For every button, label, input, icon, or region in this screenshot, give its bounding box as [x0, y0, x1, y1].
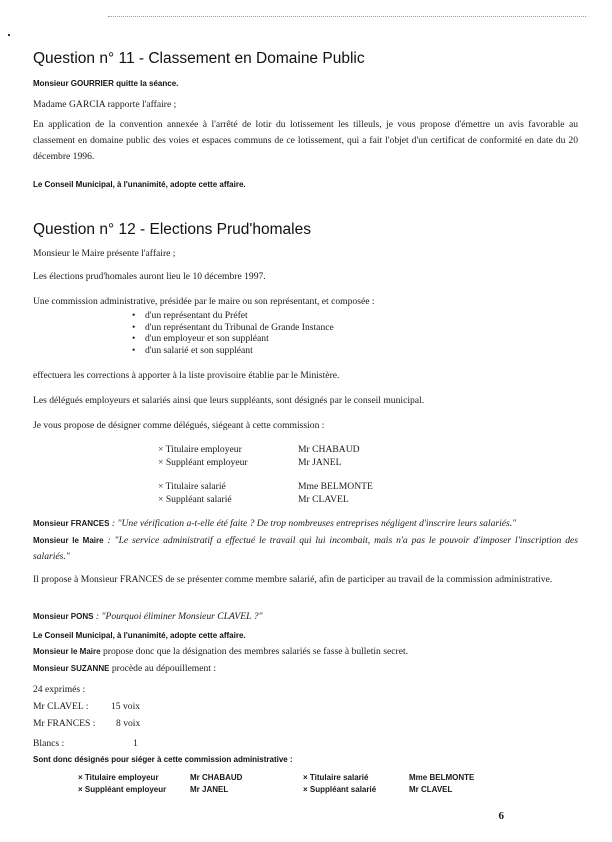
final-name: Mr CHABAUD: [190, 773, 243, 782]
final-heading: Sont donc désignés pour siéger à cette commission administrative :: [33, 755, 293, 764]
list-item: • d'un employeur et son suppléant: [132, 333, 334, 345]
page-number: 6: [498, 810, 504, 822]
vote-count: 15 voix: [111, 701, 141, 712]
q12-title: Question n° 12 - Elections Prud'homales: [33, 221, 311, 238]
designation-name: Mme BELMONTE: [298, 481, 373, 492]
final-role: × Suppléant employeur: [78, 785, 167, 794]
designation-role: × Titulaire employeur: [158, 444, 242, 455]
list-item: • d'un salarié et son suppléant: [132, 345, 334, 357]
designation-role: × Titulaire salarié: [158, 481, 226, 492]
q11-title: Question n° 11 - Classement en Domaine Public: [33, 50, 365, 67]
designation-role: × Suppléant employeur: [158, 457, 248, 468]
designation-name: Mr CLAVEL: [298, 494, 349, 505]
list-item: • d'un représentant du Préfet: [132, 310, 334, 322]
final-name: Mme BELMONTE: [409, 773, 475, 782]
vote-name: Blancs :: [33, 738, 65, 749]
vote-count: 1: [133, 738, 138, 749]
q11-decision: Le Conseil Municipal, à l'unanimité, adopte cette affaire.: [33, 180, 246, 189]
q12-proposal: Je vous propose de désigner comme délégués, siégeant à cette commission :: [33, 420, 325, 431]
designation-name: Mr CHABAUD: [298, 444, 360, 455]
q12-delegues: Les délégués employeurs et salariés ainsi que leurs suppléants, sont désignés par le conseil municipal.: [33, 395, 425, 406]
q11-leave: Monsieur GOURRIER quitte la séance.: [33, 79, 179, 88]
final-role: × Suppléant salarié: [303, 785, 377, 794]
designation-name: Mr JANEL: [298, 457, 342, 468]
q12-commission-intro: Une commission administrative, présidée par le maire ou son représentant, et composée :: [33, 296, 375, 307]
scan-speck: [8, 34, 10, 36]
top-rule: [108, 16, 586, 17]
vote-name: Mr FRANCES :: [33, 718, 96, 729]
vote-name: Mr CLAVEL :: [33, 701, 89, 712]
final-name: Mr JANEL: [190, 785, 229, 794]
final-role: × Titulaire salarié: [303, 773, 369, 782]
q12-propose-frances: Il propose à Monsieur FRANCES de se présenter comme membre salarié, afin de participer au travail de la commission administrative.: [33, 574, 553, 585]
list-item: • d'un représentant du Tribunal de Grande Instance: [132, 322, 334, 334]
vote-count: 8 voix: [116, 718, 141, 729]
q11-rapport: Madame GARCIA rapporte l'affaire ;: [33, 99, 177, 110]
maire-propose: Monsieur le Maire propose donc que la désignation des membres salariés se fasse à bulletin secret.: [33, 646, 409, 657]
commission-members-list: [132, 310, 334, 356]
designation-role: × Suppléant salarié: [158, 494, 232, 505]
frances-remark: Monsieur FRANCES : "Une vérification a-t-elle été faite ? De trop nombreuses entreprises négligent d'inscrire leurs salariés.": [33, 518, 517, 529]
q12-presents: Monsieur le Maire présente l'affaire ;: [33, 248, 176, 259]
q12-date-line: Les élections prud'homales auront lieu le 10 décembre 1997.: [33, 271, 266, 282]
pons-remark: Monsieur PONS : "Pourquoi éliminer Monsieur CLAVEL ?": [33, 611, 263, 622]
maire-remark: Monsieur le Maire : "Le service administratif a effectué le travail qui lui incombait, mais n'a pas le pouvoir d'imposer l'inscription des salariés.": [33, 535, 578, 562]
q11-body: En application de la convention annexée à l'arrêté de lotir du lotissement les tilleuls, je vous propose d'émettre un avis favorable au classement en domaine public des voies et espaces communs de ce lotissement, qui a fait l'objet d'un certificat de conformité en date du 20 décembre 1996.: [33, 119, 578, 162]
suzanne-line: Monsieur SUZANNE procède au dépouillement :: [33, 663, 217, 674]
expressed-count: 24 exprimés :: [33, 684, 86, 695]
q12-decision: Le Conseil Municipal, à l'unanimité, adopte cette affaire.: [33, 631, 246, 640]
final-name: Mr CLAVEL: [409, 785, 453, 794]
final-role: × Titulaire employeur: [78, 773, 159, 782]
q12-corrections: effectuera les corrections à apporter à la liste provisoire établie par le Ministère.: [33, 370, 340, 381]
